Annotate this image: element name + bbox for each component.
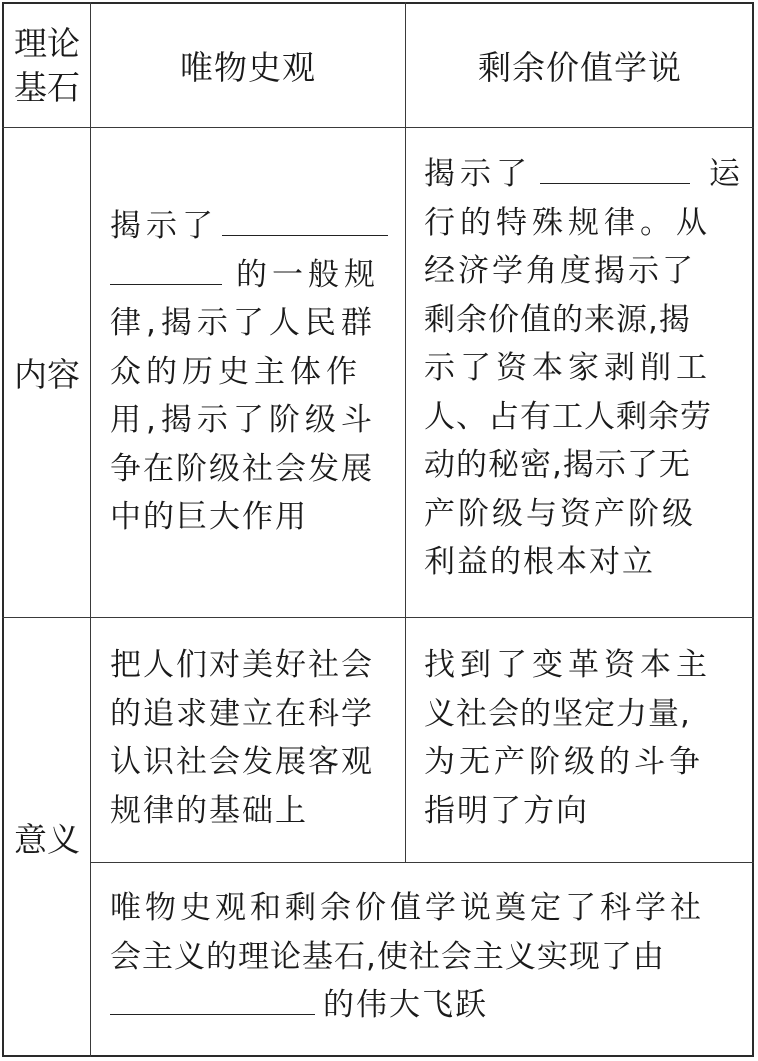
row-label-meaning: 意义 [14, 820, 80, 859]
hm-line-7: 中的巨大作用 [110, 499, 308, 535]
hm-line-5: 用,揭示了阶级斗 [110, 402, 377, 438]
meaning-cell-surplus-value [424, 641, 740, 835]
hm-line-4: 众的历史主体作 [110, 353, 362, 390]
sv-line-8: 产阶级与资产阶级 [424, 495, 696, 532]
header-cell-surplus-value: 剩余价值学说 [478, 48, 682, 87]
hm-meaning-line-1: 把人们对美好社会 [110, 647, 374, 683]
sv-meaning-line-2: 义社会的坚定力量, [424, 695, 691, 732]
sv-line-6: 人、占有工人剩余劳 [424, 398, 712, 435]
sv-line-5: 示了资本家剥削工 [424, 350, 712, 386]
hm-line-6: 争在阶级社会发展 [110, 450, 374, 487]
merged-line-2: 会主义的理论基石,使社会主义实现了由 [110, 938, 665, 975]
meaning-cell-historical-materialism [110, 641, 390, 835]
content-cell-historical-materialism [110, 202, 388, 542]
merged-line-3 [110, 981, 740, 1030]
sv-line-9: 利益的根本对立 [424, 544, 655, 580]
sv-meaning-line-3: 为无产阶级的斗争 [424, 744, 704, 780]
hm-meaning-line-2: 的追求建立在科学 [110, 695, 374, 732]
header-cell-historical-materialism: 唯物史观 [180, 48, 316, 87]
hm-meaning-line-4: 规律的基础上 [110, 792, 308, 829]
meaning-merged-cell [110, 884, 740, 1030]
sv-line-2: 行的特殊规律。从 [424, 204, 712, 241]
header-divider [2, 127, 754, 128]
middle-column-divider [405, 2, 406, 862]
row-label-content: 内容 [14, 355, 80, 394]
fill-blank-1[interactable] [222, 234, 388, 236]
meaning-divider [90, 862, 754, 863]
fill-blank-3[interactable] [110, 1013, 315, 1015]
hm-line-1 [110, 202, 388, 251]
content-divider [2, 617, 754, 618]
hm-line-3: 律,揭示了人民群 [110, 305, 377, 341]
sv-meaning-line-4: 指明了方向 [424, 792, 589, 829]
sv-line-7: 动的秘密,揭示了无 [424, 447, 691, 483]
sv-text-2: 运 [709, 156, 740, 192]
sv-meaning-line-1: 找到了变革资本主 [424, 647, 712, 683]
hm-meaning-line-3: 认识社会发展客观 [110, 744, 374, 780]
header-category-line2: 基石 [14, 67, 80, 107]
label-column-divider [90, 2, 91, 1057]
sv-text-1: 揭示了 [424, 156, 532, 192]
content-cell-surplus-value [424, 150, 740, 587]
sv-line-4: 剩余价值的来源,揭 [424, 301, 691, 338]
hm-text-2: 的一般规 [236, 256, 380, 293]
header-cell-category [4, 4, 90, 127]
merged-text-3: 的伟大飞跃 [323, 987, 488, 1023]
fill-blank-1-cont[interactable] [110, 283, 222, 285]
header-category-line1: 理论 [14, 23, 80, 63]
merged-line-1: 唯物史观和剩余价值学说奠定了科学社 [110, 890, 705, 926]
sv-line-3: 经济学角度揭示了 [424, 253, 696, 289]
hm-text-1: 揭示了 [110, 208, 218, 244]
sv-line-1 [424, 150, 740, 199]
hm-line-2 [110, 251, 388, 300]
fill-blank-2[interactable] [540, 182, 690, 184]
